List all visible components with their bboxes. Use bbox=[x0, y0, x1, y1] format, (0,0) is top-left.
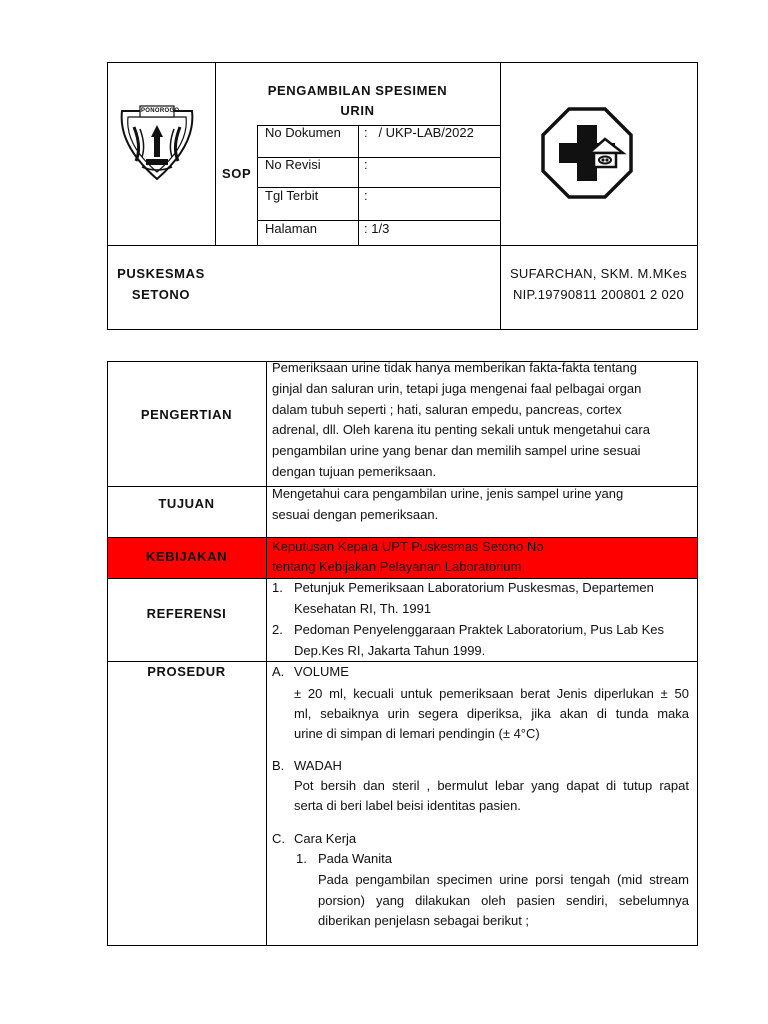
document-title-line2: URIN bbox=[340, 103, 375, 118]
pengertian-line: ginjal dan saluran urin, tetapi juga mengenai faal pelbagai organ bbox=[272, 380, 642, 396]
referensi-item-text: Dep.Kes RI, Jakarta Tahun 1999. bbox=[294, 643, 486, 658]
pengertian-line: Pemeriksaan urine tidak hanya memberikan fakta-fakta tentang bbox=[272, 360, 637, 375]
org-name-line1: PUSKESMAS bbox=[117, 266, 205, 281]
prosedur-c-line: diberikan penjelasn sebagai berikut ; bbox=[318, 913, 530, 928]
ponorogo-regency-seal-icon bbox=[112, 103, 202, 183]
section-label-referensi: REFERENSI bbox=[146, 606, 227, 621]
prosedur-a-marker: A. bbox=[272, 664, 285, 679]
prosedur-b-title: WADAH bbox=[294, 758, 342, 773]
referensi-item-text: Kesehatan RI, Th. 1991 bbox=[294, 601, 432, 616]
kebijakan-line: Keputusan Kepala UPT Puskesmas Setono No bbox=[272, 539, 544, 554]
prosedur-c-sub-title: Pada Wanita bbox=[318, 851, 392, 866]
field-value-tgl-terbit: : bbox=[364, 188, 368, 203]
prosedur-b-line: serta di beri label beisi identitas pasien. bbox=[294, 798, 521, 813]
prosedur-b-line: Pot bersih dan steril , bermulut lebar yang dapat di tutup rapat bbox=[294, 778, 689, 793]
tujuan-line: Mengetahui cara pengambilan urine, jenis sampel urine yang bbox=[272, 486, 624, 501]
referensi-item-number: 1. bbox=[272, 580, 283, 595]
signer-name: SUFARCHAN, SKM. M.MKes bbox=[509, 266, 688, 281]
field-value-halaman: : 1/3 bbox=[364, 221, 390, 236]
prosedur-c-title: Cara Kerja bbox=[294, 831, 357, 846]
prosedur-b-marker: B. bbox=[272, 758, 285, 773]
org-name-line2: SETONO bbox=[131, 287, 191, 302]
field-value-no-dokumen: : / UKP-LAB/2022 bbox=[364, 125, 474, 140]
prosedur-a-line: ± 20 ml, kecuali untuk pemeriksaan berat Jenis diperlukan ± 50 bbox=[294, 686, 689, 701]
field-label-halaman: Halaman bbox=[265, 221, 318, 236]
puskesmas-cross-logo-icon bbox=[541, 107, 633, 199]
prosedur-a-line: ml, sebaiknya urin segera diperiksa, jika akan di tunda maka bbox=[294, 706, 689, 721]
document-title-line1: PENGAMBILAN SPESIMEN bbox=[267, 83, 448, 98]
prosedur-a-title: VOLUME bbox=[294, 664, 349, 679]
section-label-pengertian: PENGERTIAN bbox=[140, 407, 233, 422]
prosedur-c-line: porsion) yang dilakukan oleh pasien sendiri, sebelumnya bbox=[318, 893, 689, 908]
field-label-tgl-terbit: Tgl Terbit bbox=[265, 188, 319, 203]
signer-nip: NIP.19790811 200801 2 020 bbox=[512, 287, 685, 302]
prosedur-c-line: Pada pengambilan specimen urine porsi tengah (mid stream bbox=[318, 872, 689, 887]
sop-label: SOP bbox=[222, 166, 252, 181]
referensi-item-text: Pedoman Penyelenggaraan Praktek Laboratorium, Pus Lab Kes bbox=[294, 622, 665, 637]
seal-text: PONOROGO bbox=[141, 108, 180, 114]
pengertian-line: dengan tujuan pemeriksaan. bbox=[272, 464, 437, 479]
pengertian-line: adrenal, dll. Oleh karena itu penting sekali untuk mengetahui cara bbox=[272, 422, 650, 438]
prosedur-c-sub-marker: 1. bbox=[296, 851, 307, 866]
field-label-no-revisi: No Revisi bbox=[265, 157, 321, 172]
section-label-tujuan: TUJUAN bbox=[158, 496, 215, 511]
pengertian-line: pengambilan urine yang benar dan memilih sampel urine sesuai bbox=[272, 443, 641, 459]
field-label-no-dokumen: No Dokumen bbox=[265, 125, 341, 140]
pengertian-line: dalam tubuh seperti ; hati, saluran empedu, pancreas, cortex bbox=[272, 401, 622, 417]
kebijakan-line: tentang Kebijakan Pelayanan Laboratorium bbox=[272, 559, 522, 574]
section-label-kebijakan: KEBIJAKAN bbox=[145, 549, 228, 564]
tujuan-line: sesuai dengan pemeriksaan. bbox=[272, 507, 439, 522]
prosedur-c-marker: C. bbox=[272, 831, 285, 846]
field-value-no-revisi: : bbox=[364, 157, 368, 172]
referensi-item-text: Petunjuk Pemeriksaan Laboratorium Puskesmas, Departemen bbox=[294, 580, 654, 595]
prosedur-a-line: urine di simpan di lemari pendingin (± 4°C) bbox=[294, 726, 540, 741]
referensi-item-number: 2. bbox=[272, 622, 283, 637]
section-label-prosedur: PROSEDUR bbox=[147, 664, 226, 679]
